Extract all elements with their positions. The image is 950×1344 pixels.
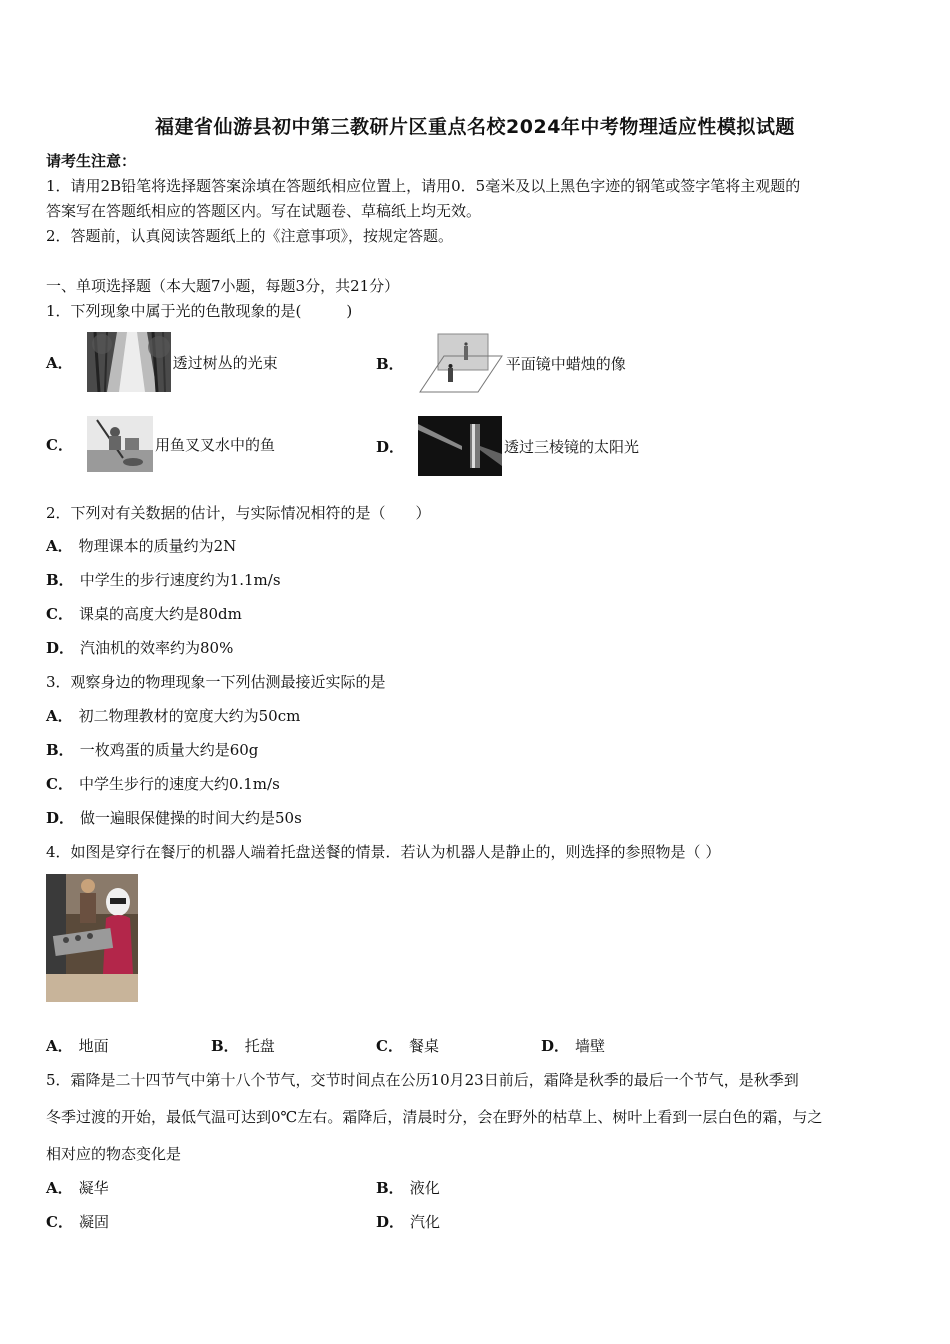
- option-letter: B．: [46, 741, 74, 759]
- option-letter: C．: [46, 435, 73, 454]
- q5-option-b[interactable]: [376, 1177, 440, 1199]
- q3-stem: 3．观察身边的物理现象一下列估测最接近实际的是: [46, 673, 386, 691]
- option-text: 凝固: [78, 1213, 109, 1231]
- page-title: 福建省仙游县初中第三教研片区重点名校2024年中考物理适应性模拟试题: [155, 116, 795, 138]
- q3-option-a[interactable]: [46, 705, 300, 727]
- option-text: 物理课本的质量约为2N: [78, 537, 237, 555]
- q4-option-b[interactable]: [211, 1035, 275, 1057]
- q5-stem-line-2: 冬季过渡的开始，最低气温可达到0℃左右。霜降后，清晨时分，会在野外的枯草上、树叶上看到一层白色的霜，与之: [46, 1108, 823, 1126]
- prism-sunlight-image: [418, 416, 502, 476]
- q1-stem: 1．下列现象中属于光的色散现象的是( ): [46, 302, 353, 320]
- option-text: 透过三棱镜的太阳光: [504, 437, 640, 456]
- notice-line-1a: 1．请用2B铅笔将选择题答案涂填在答题纸相应位置上，请用0．5毫米及以上黑色字迹的钢笔或签字笔将主观题的: [46, 177, 801, 195]
- option-text: 中学生步行的速度大约0.1m/s: [78, 775, 280, 793]
- option-letter: D．: [376, 1213, 405, 1231]
- option-letter: D．: [46, 809, 75, 827]
- q4-option-a[interactable]: [46, 1035, 109, 1057]
- q4-option-d[interactable]: [541, 1035, 605, 1057]
- option-text: 平面镜中蜡烛的像: [505, 354, 626, 373]
- option-letter: C．: [46, 605, 73, 623]
- forest-light-image: [87, 332, 171, 392]
- q2-option-d[interactable]: [46, 637, 233, 659]
- option-text: 墙壁: [575, 1037, 606, 1055]
- q4-stem: 4．如图是穿行在餐厅的机器人端着托盘送餐的情景．若认为机器人是静止的，则选择的参照物是（ ）: [46, 843, 721, 861]
- option-text: 课桌的高度大约是80dm: [78, 605, 242, 623]
- q2-stem: 2．下列对有关数据的估计，与实际情况相符的是（ ）: [46, 504, 431, 522]
- option-text: 初二物理教材的宽度大约为50cm: [78, 707, 301, 725]
- q2-option-b[interactable]: [46, 569, 281, 591]
- q3-option-b[interactable]: [46, 739, 258, 761]
- option-letter: C．: [46, 775, 73, 793]
- q1-option-d[interactable]: [376, 416, 639, 476]
- mirror-candle-image: [418, 332, 504, 394]
- q1-option-c[interactable]: [46, 416, 275, 472]
- option-text: 用鱼叉叉水中的鱼: [154, 435, 275, 454]
- option-letter: A．: [46, 537, 73, 555]
- q3-option-c[interactable]: [46, 773, 280, 795]
- q3-option-d[interactable]: [46, 807, 302, 829]
- option-text: 凝华: [78, 1179, 109, 1197]
- section-heading: 一、单项选择题（本大题7小题，每题3分，共21分）: [46, 277, 400, 295]
- q5-option-c[interactable]: [46, 1211, 109, 1233]
- option-text: 汽化: [410, 1213, 441, 1231]
- q1-option-a[interactable]: [46, 332, 278, 392]
- option-text: 透过树丛的光束: [172, 353, 278, 372]
- option-text: 餐桌: [408, 1037, 439, 1055]
- option-text: 地面: [78, 1037, 109, 1055]
- q5-stem-line-3: 相对应的物态变化是: [46, 1145, 182, 1163]
- option-letter: D．: [541, 1037, 570, 1055]
- fishing-spear-image: [87, 416, 153, 472]
- option-text: 汽油机的效率约为80%: [80, 639, 234, 657]
- notice-line-2: 2．答题前，认真阅读答题纸上的《注意事项》，按规定答题。: [46, 227, 454, 245]
- notice-heading: 请考生注意：: [46, 152, 137, 170]
- option-letter: A．: [46, 353, 73, 372]
- option-letter: B．: [46, 571, 74, 589]
- q5-option-a[interactable]: [46, 1177, 109, 1199]
- option-letter: A．: [46, 707, 73, 725]
- restaurant-robot-photo: [46, 874, 138, 1002]
- notice-line-1b: 答案写在答题纸相应的答题区内。写在试题卷、草稿纸上均无效。: [46, 202, 482, 220]
- q1-option-b[interactable]: [376, 332, 626, 394]
- option-letter: A．: [46, 1037, 73, 1055]
- option-letter: D．: [46, 639, 75, 657]
- q5-stem-line-1: 5．霜降是二十四节气中第十八个节气，交节时间点在公历10月23日前后，霜降是秋季的最后一个节气，是秋季到: [46, 1071, 799, 1089]
- q2-option-c[interactable]: [46, 603, 242, 625]
- option-letter: D．: [376, 437, 405, 456]
- option-text: 做一遍眼保健操的时间大约是50s: [80, 809, 302, 827]
- q5-option-d[interactable]: [376, 1211, 440, 1233]
- q2-option-a[interactable]: [46, 535, 236, 557]
- option-letter: C．: [46, 1213, 73, 1231]
- option-letter: A．: [46, 1179, 73, 1197]
- option-text: 一枚鸡蛋的质量大约是60g: [79, 741, 259, 759]
- option-letter: B．: [376, 354, 404, 373]
- q4-option-c[interactable]: [376, 1035, 439, 1057]
- option-letter: C．: [376, 1037, 403, 1055]
- option-letter: B．: [211, 1037, 239, 1055]
- option-letter: B．: [376, 1179, 404, 1197]
- option-text: 液化: [409, 1179, 440, 1197]
- option-text: 中学生的步行速度约为1.1m/s: [79, 571, 281, 589]
- option-text: 托盘: [244, 1037, 275, 1055]
